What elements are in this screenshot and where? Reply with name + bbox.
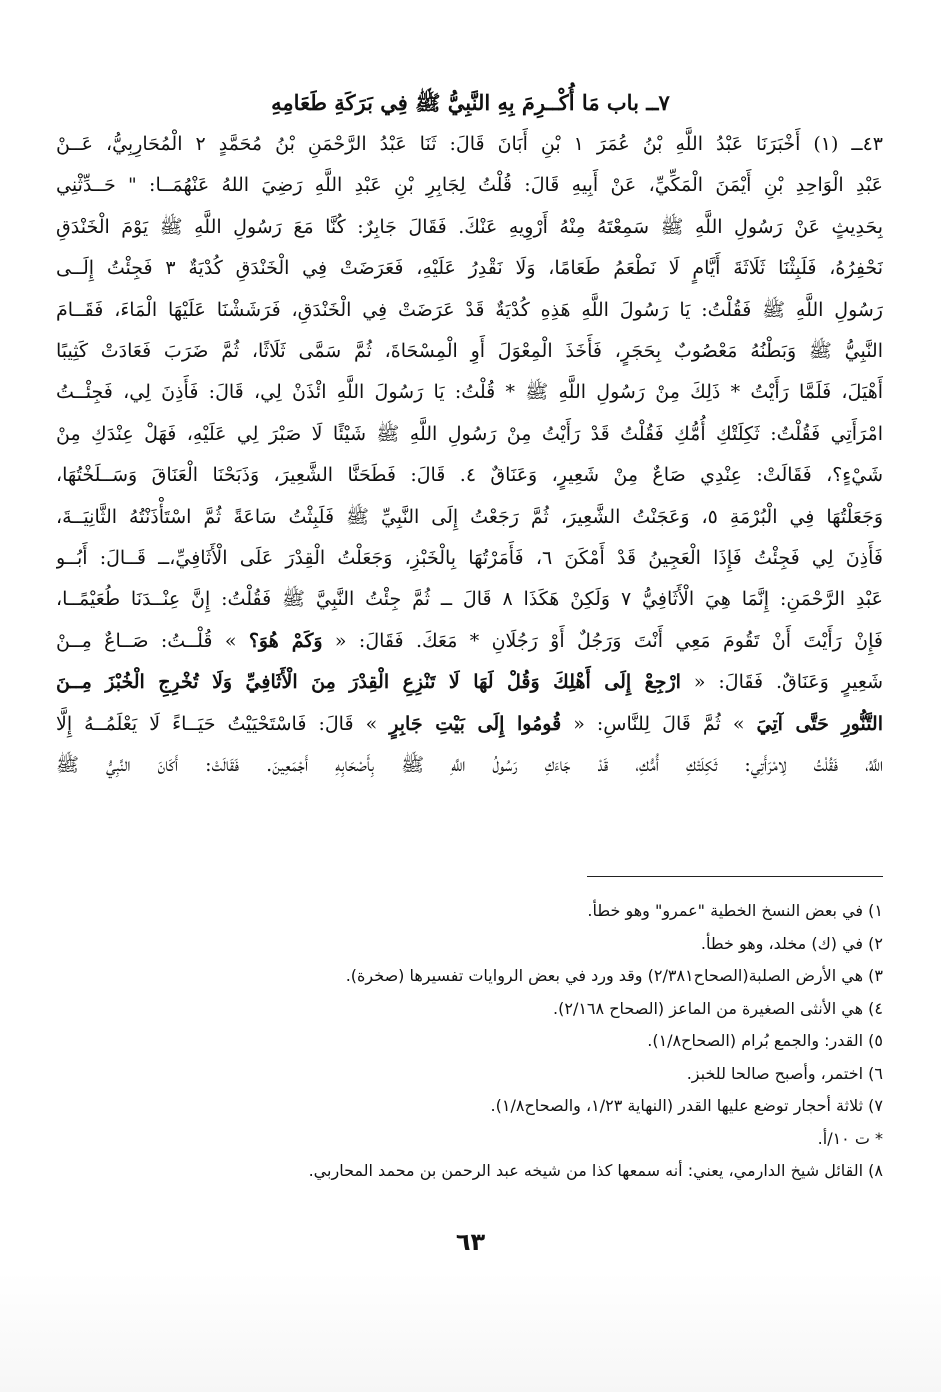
footnotes-list: [56, 895, 883, 1188]
text-line: [56, 165, 883, 206]
text-line: [56, 745, 883, 786]
prophetic-speech: وَكَمْ هُوَ؟: [248, 629, 323, 652]
footnote-separator: [587, 876, 883, 877]
narration-text: اللَّهُ، فَقُلْتُ لِامْرَأَتِي: ثَكِلَتْكِ أُمُّكِ، قَدْ جَاءَكِ رَسُولُ اللَّهِ ﷺ بِأَصْحَابِهِ أَجْمَعِينَ. فَقَالَتْ: أَكَانَ النَّبِيُّ ﷺ: [56, 754, 883, 777]
text-line: [56, 704, 883, 745]
chapter-title: ٧ــ باب مَا أُكْــرِمَ بِهِ النَّبِيُّ ﷺ فِي بَرَكَةِ طَعَامِهِ: [271, 90, 670, 115]
text-line: [56, 248, 883, 289]
narration-text: النَّبِيُّ ﷺ وَبَطْنُهُ مَعْصُوبٌ بِحَجَرٍ، فَأَخَذَ الْمِعْوَلَ أَوِ الْمِسْحَاةَ، ثُمَّ سَمَّى ثَلَاثًا، ثُمَّ ضَرَبَ فَعَادَتْ كَثِيبًا: [56, 340, 883, 363]
text-line: [56, 290, 883, 331]
text-line: [56, 621, 883, 662]
text-line: [56, 662, 883, 703]
footnote-item: ٨) القائل شيخ الدارمي، يعني: أنه سمعها كذا من شيخه عبد الرحمن بن محمد المحاربي.: [308, 1161, 883, 1180]
narration-text: شَيْءٍ؟، فَقَالَتْ: عِنْدِي صَاعٌ مِنْ شَعِيرٍ، وَعَنَاقٌ ٤. قَالَ: فَطَحَنَّا الشَّعِيرَ، وَذَبَحْنَا الْعَنَاقَ وَسَــلَخْتُهَا،: [56, 464, 883, 487]
text-line: [56, 207, 883, 248]
narration-text: نَحْفِرُهُ، فَلَبِثْنَا ثَلَاثَةَ أَيَّامٍ لَا نَطْعَمُ طَعَامًا، وَلَا نَقْدِرُ عَلَيْهِ، فَعَرَضَتْ فِي الْخَنْدَقِ كُدْيَةٌ ٣ فَجِئْتُ إِلَــى: [56, 257, 883, 280]
narration-text: » قُلْــتُ: صَــاعٌ مِــنْ: [56, 629, 249, 652]
footnote-item: ٦) اختمر، وأصبح صالحا للخبز.: [686, 1063, 883, 1083]
narration-text: عَبْدِ الْوَاحِدِ بْنِ أَيْمَنَ الْمَكِّيِّ، عَنْ أَبِيهِ قَالَ: قُلْتُ لِجَابِرِ بْنِ عَبْدِ اللَّهِ رَضِيَ اللهُ عَنْهُمَــا: " حَــدِّثْنِي: [56, 174, 883, 197]
footnote-item: ٥) القدر: والجمع بُرام (الصحاح١/٨).: [647, 1031, 883, 1050]
footnote-item: ٤) هي الأنثى الصغيرة من الماعز (الصحاح ٢/١٦٨).: [553, 998, 883, 1018]
text-line: [56, 455, 883, 496]
footnote-item: ٢) في (ك) مخلد، وهو خطأ.: [700, 933, 883, 953]
narration-text: » قَالَ: فَاسْتَحْيَيْتُ حَيَــاءً لَا يَعْلَمُــهُ إِلَّا: [56, 712, 390, 735]
scan-shading: [0, 1272, 941, 1392]
prophetic-speech: ارْجِعْ إِلَى أَهْلِكَ وَقُلْ لَهَا لَا تَنْزِعِ الْقِدْرَ مِنَ الْأَثَافِيِّ وَلَا تُخْرِجِ الْخُبْزَ مِــنَ: [56, 671, 681, 694]
text-line: [56, 538, 883, 579]
narration-text: ٤٣ــ (١) أَخْبَرَنَا عَبْدُ اللَّهِ بْنُ عُمَرَ ١ بْنِ أَبَانَ قَالَ: ثَنَا عَبْدُ الرَّحْمَنِ بْنُ مُحَمَّدٍ ٢ الْمُحَارِبِيُّ، عَــنْ: [56, 133, 883, 155]
narration-text: رَسُولِ اللَّهِ ﷺ فَقُلْتُ: يَا رَسُولَ اللَّهِ هَذِهِ كُدْيَةٌ قَدْ عَرَضَتْ فِي الْخَنْدَقِ، فَرَشَشْنَا عَلَيْهَا الْمَاءَ، فَقَــامَ: [56, 298, 883, 321]
text-line: [56, 414, 883, 455]
page-number: ٦٣: [455, 1228, 486, 1256]
text-line: [56, 124, 883, 165]
narration-text: فَإِنْ رَأَيْتَ أَنْ تَقُومَ مَعِي أَنْتَ وَرَجُلٌ أَوْ رَجُلَانِ * مَعَكَ. فَقَالَ: «: [322, 629, 883, 652]
text-line: [56, 579, 883, 620]
text-line: [56, 497, 883, 538]
prophetic-speech: قُومُوا إِلَى بَيْتِ جَابِرٍ: [389, 712, 562, 735]
narration-text: » ثُمَّ قَالَ لِلنَّاسِ: «: [561, 712, 757, 735]
hadith-text: [56, 124, 883, 787]
narration-text: فَأَذِنَ لِي فَجِئْتُ فَإِذَا الْعَجِينُ قَدْ أَمْكَنَ ٦، فَأَمَرْتُهَا بِالْخَبْزِ، وَجَعَلْتُ الْقِدْرَ عَلَى الْأَثَافِيِّ،ــ قَــالَ: أَبُــو: [56, 547, 883, 570]
footnote-item: ٧) ثلاثة أحجار توضع عليها القدر (النهاية ١/٢٣، والصحاح١/٨).: [490, 1096, 883, 1115]
narration-text: شَعِيرٍ وَعَنَاقٌ. فَقَالَ: «: [680, 671, 883, 694]
narration-text: امْرَأَتِي فَقُلْتُ: ثَكِلَتْكِ أُمُّكِ فَقُلْتُ قَدْ رَأَيْتُ مِنْ رَسُولِ اللَّهِ ﷺ شَيْئًا لَا صَبْرَ لِي عَلَيْهِ، فَهَلْ عِنْدَكِ مِنْ: [56, 422, 883, 445]
prophetic-speech: التَّنُّورِ حَتَّى آتِيَ: [756, 712, 883, 735]
narration-text: بِحَدِيثٍ عَنْ رَسُولِ اللَّهِ ﷺ سَمِعْتَهُ مِنْهُ أَرْوِيهِ عَنْكَ. فَقَالَ جَابِرٌ: كُنَّا مَعَ رَسُولِ اللَّهِ ﷺ يَوْمَ الْخَنْدَقِ: [56, 215, 883, 238]
footnote-item: ٣) هي الأرض الصلبة(الصحاح٢/٣٨١) وقد ورد في بعض الروايات تفسيرها (صخرة).: [345, 966, 883, 985]
narration-text: وَجَعَلْتُهَا فِي الْبُرْمَةِ ٥، وَعَجَنْتُ الشَّعِيرَ، ثُمَّ رَجَعْتُ إِلَى النَّبِيِّ ﷺ فَلَبِثْتُ سَاعَةً ثُمَّ اسْتَأْذَنْتُهُ الثَّانِيَــةَ،: [56, 505, 883, 528]
narration-text: أَهْيَلَ، فَلَمَّا رَأَيْتُ * ذَلِكَ مِنْ رَسُولِ اللَّهِ ﷺ * قُلْتُ: يَا رَسُولَ اللَّهِ ائْذَنْ لِي، قَالَ: فَأَذِنَ لِي، فَجِئْــتُ: [56, 381, 883, 404]
footnote-item: ١) في بعض النسخ الخطية "عمرو" وهو خطأ.: [587, 901, 883, 920]
narration-text: عَبْدِ الرَّحْمَنِ: إِنَّمَا هِيَ الْأَثَافِيُّ ٧ وَلَكِنْ هَكَذَا ٨ قَالَ ــ ثُمَّ جِئْتُ النَّبِيَّ ﷺ فَقُلْتُ: إِنَّ عِنْــدَنَا طُعَيْمًــا،: [56, 588, 883, 611]
footnote-item: * ت ١٠/أ.: [817, 1128, 883, 1148]
text-line: [56, 372, 883, 413]
text-line: [56, 331, 883, 372]
